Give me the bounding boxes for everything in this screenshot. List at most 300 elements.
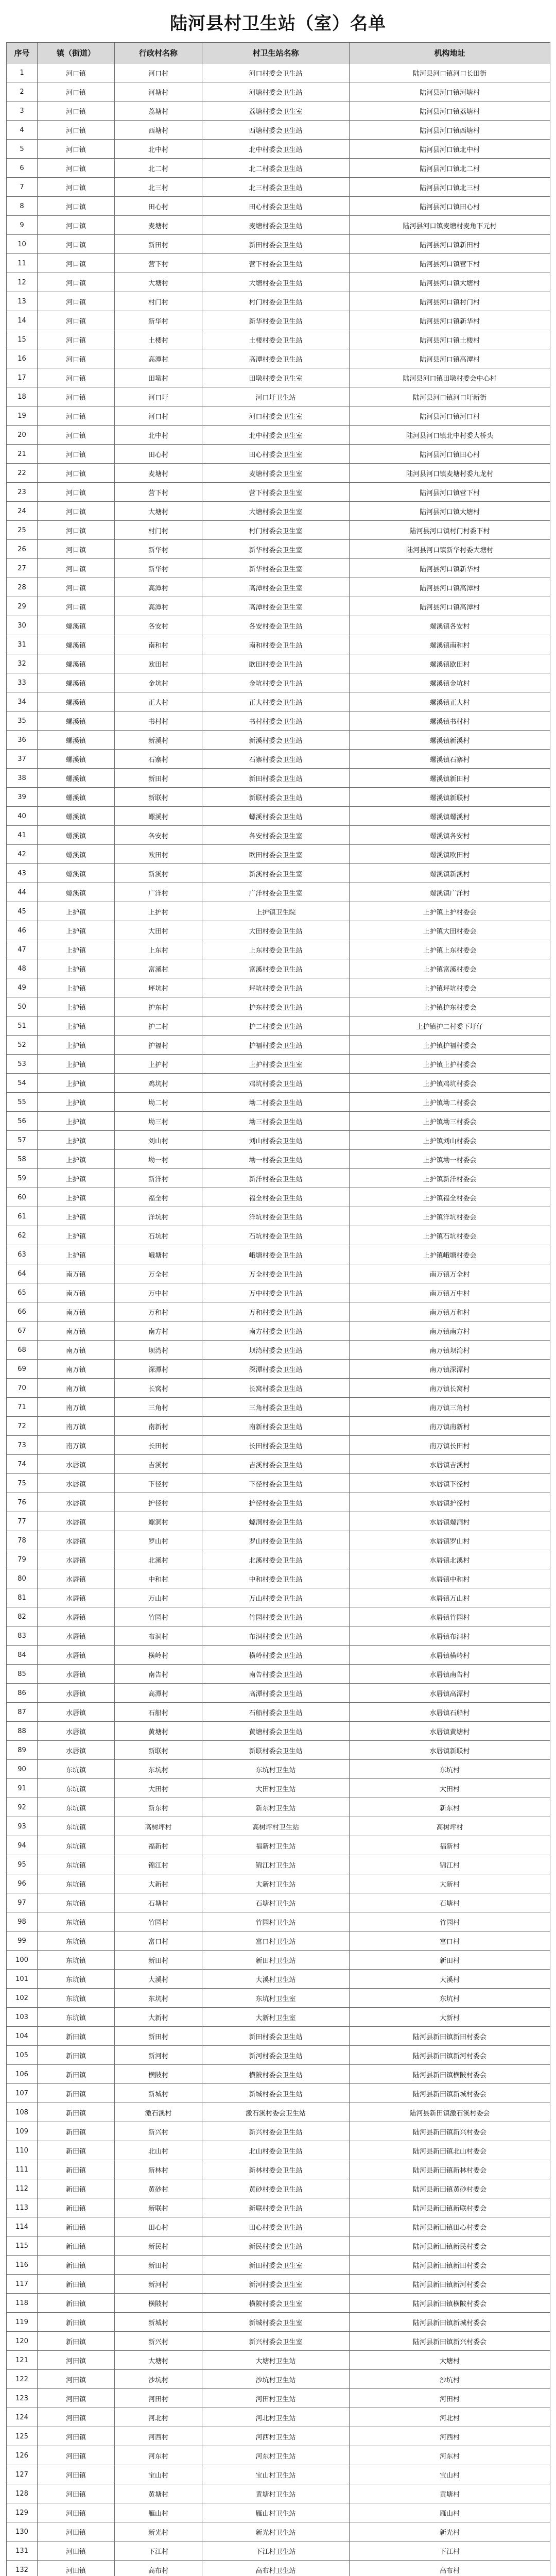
- cell-no: 78: [7, 1531, 38, 1550]
- table-row: [7, 1341, 550, 1360]
- table-row: [7, 2370, 550, 2389]
- cell-station: 各安村委会卫生室: [202, 826, 350, 845]
- table-row: [7, 711, 550, 731]
- cell-no: 88: [7, 1722, 38, 1741]
- cell-town: 上护镇: [38, 1188, 115, 1207]
- table-row: [7, 1970, 550, 1989]
- cell-station: 新洋村委会卫生站: [202, 1169, 350, 1188]
- cell-address: 陆河县新田镇新河村委会: [350, 2275, 550, 2294]
- cell-address: 上护镇洋坑村委会: [350, 1207, 550, 1226]
- cell-station: 大新村卫生室: [202, 2008, 350, 2027]
- cell-no: 85: [7, 1665, 38, 1684]
- cell-no: 26: [7, 540, 38, 559]
- cell-no: 99: [7, 1931, 38, 1951]
- cell-village: 万全村: [115, 1264, 202, 1283]
- cell-town: 河口镇: [38, 502, 115, 521]
- table-row: [7, 2541, 550, 2561]
- cell-no: 22: [7, 464, 38, 483]
- cell-village: 深潭村: [115, 1360, 202, 1379]
- cell-village: 上护村: [115, 902, 202, 921]
- cell-town: 螺溪镇: [38, 711, 115, 731]
- cell-village: 书村村: [115, 711, 202, 731]
- cell-no: 27: [7, 559, 38, 578]
- table-row: [7, 788, 550, 807]
- cell-address: 石塘村: [350, 1893, 550, 1912]
- cell-no: 101: [7, 1970, 38, 1989]
- cell-no: 40: [7, 807, 38, 826]
- cell-no: 2: [7, 82, 38, 101]
- cell-village: 坳一村: [115, 1150, 202, 1169]
- cell-station: 北三村委会卫生站: [202, 178, 350, 197]
- cell-station: 护福村委会卫生站: [202, 1036, 350, 1055]
- table-row: [7, 2294, 550, 2313]
- cell-no: 116: [7, 2256, 38, 2275]
- cell-village: 洋坑村: [115, 1207, 202, 1226]
- cell-town: 上护镇: [38, 1150, 115, 1169]
- cell-no: 118: [7, 2294, 38, 2313]
- cell-no: 4: [7, 121, 38, 140]
- table-row: [7, 1912, 550, 1931]
- cell-station: 新华村委会卫生室: [202, 540, 350, 559]
- cell-address: 雁山村: [350, 2503, 550, 2522]
- table-row: [7, 1016, 550, 1036]
- cell-village: 北溪村: [115, 1550, 202, 1569]
- table-row: [7, 826, 550, 845]
- table-row: [7, 2103, 550, 2122]
- cell-address: 上护镇上护村委会: [350, 902, 550, 921]
- table-row: [7, 921, 550, 940]
- table-row: [7, 845, 550, 864]
- cell-address: 陆河县新田镇新林村委会: [350, 2160, 550, 2179]
- cell-town: 上护镇: [38, 940, 115, 959]
- cell-station: 大塘村卫生站: [202, 2351, 350, 2370]
- cell-village: 高潭村: [115, 597, 202, 616]
- cell-address: 水唇镇竹园村: [350, 1607, 550, 1626]
- cell-address: 水唇镇护径村: [350, 1493, 550, 1512]
- cell-no: 121: [7, 2351, 38, 2370]
- cell-town: 东坑镇: [38, 1912, 115, 1931]
- cell-town: 河口镇: [38, 464, 115, 483]
- cell-station: 高潭村委会卫生站: [202, 349, 350, 368]
- table-row: [7, 2160, 550, 2179]
- cell-town: 上护镇: [38, 1207, 115, 1226]
- table-row: [7, 1989, 550, 2008]
- cell-station: 坳二村委会卫生站: [202, 1093, 350, 1112]
- table-row: [7, 692, 550, 711]
- cell-address: 陆河县新田镇北山村委会: [350, 2141, 550, 2160]
- cell-no: 30: [7, 616, 38, 635]
- cell-town: 河田镇: [38, 2427, 115, 2446]
- table-row: [7, 1417, 550, 1436]
- cell-village: 北三村: [115, 178, 202, 197]
- cell-address: 螺溪镇新田村: [350, 769, 550, 788]
- table-row: [7, 1455, 550, 1474]
- table-row: [7, 1684, 550, 1703]
- cell-address: 陆河县河口镇村门村: [350, 292, 550, 311]
- cell-station: 下江村卫生站: [202, 2541, 350, 2561]
- cell-village: 新田村: [115, 2256, 202, 2275]
- table-row: [7, 159, 550, 178]
- cell-no: 52: [7, 1036, 38, 1055]
- cell-village: 万和村: [115, 1302, 202, 1321]
- cell-address: 陆河县新田镇新兴村委会: [350, 2332, 550, 2351]
- cell-station: 螺溪村委会卫生站: [202, 807, 350, 826]
- cell-address: 陆河县河口镇新华村: [350, 559, 550, 578]
- cell-town: 新田镇: [38, 2046, 115, 2065]
- table-row: [7, 464, 550, 483]
- cell-station: 河口圩卫生站: [202, 387, 350, 406]
- cell-address: 富口村: [350, 1931, 550, 1951]
- cell-village: 坳三村: [115, 1112, 202, 1131]
- table-row: [7, 1131, 550, 1150]
- cell-village: 东坑村: [115, 1760, 202, 1779]
- cell-town: 水唇镇: [38, 1665, 115, 1684]
- cell-address: 南万镇南新村: [350, 1417, 550, 1436]
- cell-address: 陆河县河口镇大塘村: [350, 502, 550, 521]
- cell-station: 河东村卫生站: [202, 2446, 350, 2465]
- cell-address: 河北村: [350, 2408, 550, 2427]
- table-row: [7, 254, 550, 273]
- cell-no: 76: [7, 1493, 38, 1512]
- cell-village: 新田村: [115, 769, 202, 788]
- cell-no: 6: [7, 159, 38, 178]
- table-row: [7, 2084, 550, 2103]
- cell-no: 32: [7, 654, 38, 673]
- cell-village: 石寨村: [115, 750, 202, 769]
- cell-village: 万中村: [115, 1283, 202, 1302]
- cell-village: 新城村: [115, 2313, 202, 2332]
- cell-town: 南万镇: [38, 1360, 115, 1379]
- cell-town: 河口镇: [38, 387, 115, 406]
- cell-town: 螺溪镇: [38, 616, 115, 635]
- cell-no: 44: [7, 883, 38, 902]
- cell-town: 上护镇: [38, 1245, 115, 1264]
- cell-address: 锦江村: [350, 1855, 550, 1874]
- cell-village: 正大村: [115, 692, 202, 711]
- cell-no: 55: [7, 1093, 38, 1112]
- cell-town: 河口镇: [38, 445, 115, 464]
- cell-village: 河北村: [115, 2408, 202, 2427]
- cell-village: 石塘村: [115, 1893, 202, 1912]
- cell-town: 河口镇: [38, 121, 115, 140]
- cell-village: 高潭村: [115, 578, 202, 597]
- cell-address: 大新村: [350, 1874, 550, 1893]
- cell-no: 106: [7, 2065, 38, 2084]
- cell-station: 新城村委会卫生站: [202, 2084, 350, 2103]
- cell-town: 水唇镇: [38, 1741, 115, 1760]
- cell-village: 河口圩: [115, 387, 202, 406]
- cell-address: 螺溪镇新联村: [350, 788, 550, 807]
- table-row: [7, 273, 550, 292]
- header-no: 序号: [7, 43, 38, 63]
- cell-town: 河田镇: [38, 2408, 115, 2427]
- cell-address: 上护镇坳一村委会: [350, 1150, 550, 1169]
- cell-station: 新溪村委会卫生站: [202, 731, 350, 750]
- cell-address: 上护镇刘山村委会: [350, 1131, 550, 1150]
- cell-village: 北中村: [115, 140, 202, 159]
- cell-station: 石塘村卫生站: [202, 1893, 350, 1912]
- cell-no: 71: [7, 1398, 38, 1417]
- cell-station: 河北村卫生站: [202, 2408, 350, 2427]
- cell-address: 陆河县河口镇高潭村: [350, 578, 550, 597]
- cell-no: 1: [7, 63, 38, 82]
- table-row: [7, 63, 550, 82]
- cell-station: 南告村委会卫生站: [202, 1665, 350, 1684]
- cell-station: 北中村委会卫生室: [202, 426, 350, 445]
- cell-address: 陆河县新田镇激石溪村委会: [350, 2103, 550, 2122]
- table-row: [7, 673, 550, 692]
- cell-village: 河口村: [115, 406, 202, 426]
- cell-no: 18: [7, 387, 38, 406]
- cell-address: 上护镇护东村委会: [350, 997, 550, 1016]
- cell-address: 水唇镇吉溪村: [350, 1455, 550, 1474]
- cell-town: 新田镇: [38, 2332, 115, 2351]
- cell-village: 螺洞村: [115, 1512, 202, 1531]
- cell-town: 河口镇: [38, 330, 115, 349]
- cell-address: 东坑村: [350, 1760, 550, 1779]
- cell-station: 河口村委会卫生室: [202, 406, 350, 426]
- cell-no: 69: [7, 1360, 38, 1379]
- cell-address: 螺溪镇新溪村: [350, 731, 550, 750]
- cell-no: 56: [7, 1112, 38, 1131]
- table-row: [7, 2027, 550, 2046]
- cell-town: 上护镇: [38, 959, 115, 978]
- cell-station: 竹园村卫生站: [202, 1912, 350, 1931]
- cell-no: 25: [7, 521, 38, 540]
- cell-town: 南万镇: [38, 1398, 115, 1417]
- cell-station: 新城村委会卫生室: [202, 2313, 350, 2332]
- cell-town: 水唇镇: [38, 1493, 115, 1512]
- table-row: [7, 864, 550, 883]
- cell-station: 雁山村卫生站: [202, 2503, 350, 2522]
- cell-address: 上护镇坪坑村委会: [350, 978, 550, 997]
- cell-station: 正大村委会卫生站: [202, 692, 350, 711]
- cell-address: 南万镇坝湾村: [350, 1341, 550, 1360]
- cell-address: 陆河县新田镇新城村委会: [350, 2313, 550, 2332]
- cell-address: 大溪村: [350, 1970, 550, 1989]
- cell-village: 金坑村: [115, 673, 202, 692]
- cell-no: 3: [7, 101, 38, 121]
- cell-address: 螺溪镇各安村: [350, 826, 550, 845]
- cell-address: 水唇镇螺洞村: [350, 1512, 550, 1531]
- cell-no: 120: [7, 2332, 38, 2351]
- cell-station: 长窝村委会卫生站: [202, 1379, 350, 1398]
- cell-no: 53: [7, 1055, 38, 1074]
- cell-town: 河口镇: [38, 406, 115, 426]
- cell-village: 竹园村: [115, 1607, 202, 1626]
- cell-village: 河塘村: [115, 82, 202, 101]
- cell-station: 万和村委会卫生站: [202, 1302, 350, 1321]
- table-row: [7, 2122, 550, 2141]
- cell-station: 营下村委会卫生站: [202, 254, 350, 273]
- cell-town: 水唇镇: [38, 1531, 115, 1550]
- cell-village: 大田村: [115, 1779, 202, 1798]
- table-row: [7, 1817, 550, 1836]
- cell-town: 上护镇: [38, 978, 115, 997]
- cell-village: 峨塘村: [115, 1245, 202, 1264]
- cell-no: 73: [7, 1436, 38, 1455]
- cell-station: 金坑村委会卫生站: [202, 673, 350, 692]
- table-row: [7, 1931, 550, 1951]
- cell-station: 上护镇卫生院: [202, 902, 350, 921]
- cell-town: 河田镇: [38, 2503, 115, 2522]
- cell-town: 新田镇: [38, 2122, 115, 2141]
- cell-town: 东坑镇: [38, 1836, 115, 1855]
- cell-address: 螺溪镇广洋村: [350, 883, 550, 902]
- table-row: [7, 731, 550, 750]
- cell-no: 35: [7, 711, 38, 731]
- cell-station: 新民村委会卫生站: [202, 2236, 350, 2256]
- cell-town: 水唇镇: [38, 1455, 115, 1474]
- cell-village: 欧田村: [115, 845, 202, 864]
- cell-village: 河口村: [115, 63, 202, 82]
- cell-station: 荔塘村委会卫生室: [202, 101, 350, 121]
- table-row: [7, 2198, 550, 2217]
- table-row: [7, 1245, 550, 1264]
- cell-no: 49: [7, 978, 38, 997]
- cell-village: 新河村: [115, 2046, 202, 2065]
- cell-no: 11: [7, 254, 38, 273]
- table-row: [7, 1779, 550, 1798]
- cell-village: 田墩村: [115, 368, 202, 387]
- cell-no: 66: [7, 1302, 38, 1321]
- table-row: [7, 1398, 550, 1417]
- cell-town: 水唇镇: [38, 1684, 115, 1703]
- cell-station: 石寨村委会卫生站: [202, 750, 350, 769]
- cell-town: 河口镇: [38, 159, 115, 178]
- cell-town: 新田镇: [38, 2027, 115, 2046]
- cell-address: 福新村: [350, 1836, 550, 1855]
- table-row: [7, 82, 550, 101]
- cell-no: 9: [7, 216, 38, 235]
- cell-village: 石坑村: [115, 1226, 202, 1245]
- cell-station: 田心村委会卫生站: [202, 197, 350, 216]
- table-row: [7, 1074, 550, 1093]
- cell-town: 上护镇: [38, 1016, 115, 1036]
- cell-village: 新田村: [115, 2027, 202, 2046]
- cell-village: 新光村: [115, 2522, 202, 2541]
- table-row: [7, 387, 550, 406]
- table-row: [7, 311, 550, 330]
- cell-station: 罗山村委会卫生站: [202, 1531, 350, 1550]
- cell-address: 大新村: [350, 2008, 550, 2027]
- cell-no: 102: [7, 1989, 38, 2008]
- cell-no: 36: [7, 731, 38, 750]
- cell-village: 下径村: [115, 1474, 202, 1493]
- cell-no: 64: [7, 1264, 38, 1283]
- cell-village: 新华村: [115, 311, 202, 330]
- table-row: [7, 1264, 550, 1283]
- cell-address: 陆河县河口镇北三村: [350, 178, 550, 197]
- cell-station: 下径村委会卫生站: [202, 1474, 350, 1493]
- cell-address: 螺溪镇金坑村: [350, 673, 550, 692]
- cell-town: 河口镇: [38, 292, 115, 311]
- cell-no: 31: [7, 635, 38, 654]
- cell-village: 大田村: [115, 921, 202, 940]
- cell-village: 新城村: [115, 2084, 202, 2103]
- cell-address: 南万镇长田村: [350, 1436, 550, 1455]
- cell-station: 中和村委会卫生站: [202, 1569, 350, 1588]
- cell-no: 92: [7, 1798, 38, 1817]
- cell-station: 麦塘村委会卫生站: [202, 216, 350, 235]
- cell-village: 高树坪村: [115, 1817, 202, 1836]
- cell-station: 横陂村委会卫生室: [202, 2294, 350, 2313]
- cell-station: 河口村委会卫生站: [202, 63, 350, 82]
- cell-village: 西塘村: [115, 121, 202, 140]
- header-village: 行政村名称: [115, 43, 202, 63]
- cell-address: 上护镇石坑村委会: [350, 1226, 550, 1245]
- cell-no: 45: [7, 902, 38, 921]
- cell-no: 83: [7, 1626, 38, 1646]
- table-row: [7, 1093, 550, 1112]
- cell-no: 61: [7, 1207, 38, 1226]
- cell-address: 螺溪镇螺溪村: [350, 807, 550, 826]
- cell-no: 42: [7, 845, 38, 864]
- cell-town: 新田镇: [38, 2294, 115, 2313]
- cell-village: 大塘村: [115, 502, 202, 521]
- cell-no: 60: [7, 1188, 38, 1207]
- cell-no: 24: [7, 502, 38, 521]
- cell-no: 103: [7, 2008, 38, 2027]
- cell-village: 鸡坑村: [115, 1074, 202, 1093]
- cell-address: 上护镇上东村委会: [350, 940, 550, 959]
- cell-town: 新田镇: [38, 2179, 115, 2198]
- table-row: [7, 883, 550, 902]
- cell-town: 螺溪镇: [38, 654, 115, 673]
- cell-no: 81: [7, 1588, 38, 1607]
- cell-town: 河口镇: [38, 578, 115, 597]
- table-row: [7, 1112, 550, 1131]
- cell-town: 河口镇: [38, 273, 115, 292]
- cell-town: 新田镇: [38, 2103, 115, 2122]
- cell-town: 河口镇: [38, 368, 115, 387]
- cell-village: 激石溪村: [115, 2103, 202, 2122]
- cell-village: 锦江村: [115, 1855, 202, 1874]
- cell-town: 新田镇: [38, 2275, 115, 2294]
- cell-address: 河西村: [350, 2427, 550, 2446]
- table-row: [7, 1512, 550, 1531]
- table-row: [7, 578, 550, 597]
- cell-address: 大塘村: [350, 2351, 550, 2370]
- cell-village: 高潭村: [115, 1684, 202, 1703]
- cell-no: 74: [7, 1455, 38, 1474]
- cell-village: 横陂村: [115, 2294, 202, 2313]
- cell-address: 陆河县新田镇新民村委会: [350, 2236, 550, 2256]
- cell-station: 横陂村委会卫生站: [202, 2065, 350, 2084]
- cell-address: 上护镇大田村委会: [350, 921, 550, 940]
- cell-address: 宝山村: [350, 2465, 550, 2484]
- cell-address: 螺溪镇南和村: [350, 635, 550, 654]
- cell-address: 南万镇万全村: [350, 1264, 550, 1283]
- cell-station: 福全村委会卫生站: [202, 1188, 350, 1207]
- cell-no: 50: [7, 997, 38, 1016]
- cell-no: 43: [7, 864, 38, 883]
- cell-no: 107: [7, 2084, 38, 2103]
- cell-no: 63: [7, 1245, 38, 1264]
- cell-no: 77: [7, 1512, 38, 1531]
- table-row: [7, 1531, 550, 1550]
- cell-station: 横岭村委会卫生站: [202, 1646, 350, 1665]
- cell-address: 黄塘村: [350, 2484, 550, 2503]
- cell-town: 上护镇: [38, 1169, 115, 1188]
- table-row: [7, 2389, 550, 2408]
- cell-station: 新溪村委会卫生室: [202, 864, 350, 883]
- table-header: [7, 43, 550, 63]
- cell-town: 螺溪镇: [38, 750, 115, 769]
- cell-no: 97: [7, 1893, 38, 1912]
- cell-station: 锦江村卫生站: [202, 1855, 350, 1874]
- cell-station: 新东村卫生站: [202, 1798, 350, 1817]
